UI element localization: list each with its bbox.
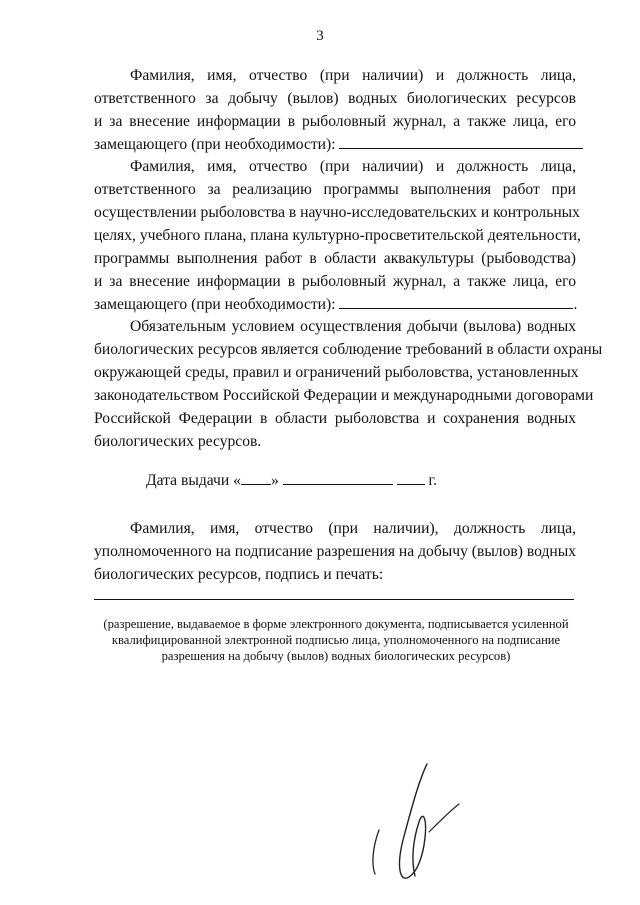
replacement-label: замещающего (при необходимости): [94,136,336,153]
issue-date-line [146,470,437,490]
text-line: Обязательным условием осуществления добычи (вылова) водных [130,318,576,335]
text-line: осуществлении рыболовства в научно-исследовательских и контрольных [94,204,580,221]
note-line: разрешения на добычу (вылов) водных биологических ресурсов) [161,649,511,663]
mandatory-condition-paragraph [94,315,603,453]
program-person-paragraph [94,155,581,316]
text-line: ответственного за добычу (вылов) водных биологических ресурсов [94,90,576,107]
text-line: биологических ресурсов является соблюдение требований в области охраны [94,341,603,358]
replacement-label: замещающего (при необходимости): [94,296,336,313]
text-line: и за внесение информации в рыболовный журнал, а также лица, его [94,113,576,130]
text-line: ответственного за реализацию программы выполнения работ при [94,181,576,198]
text-line: биологических ресурсов, подпись и печать: [94,566,384,583]
blank-field [339,294,573,309]
page-number: 3 [316,28,324,44]
text-line: окружающей среды, правил и ограничений рыболовства, установленных [94,364,579,381]
signature-rule [94,599,574,600]
text-line: Фамилия, имя, отчество (при наличии), должность лица, [130,520,576,537]
authorized-person-paragraph [94,517,576,586]
text-line: и за внесение информации в рыболовный журнал, а также лица, его [94,273,576,290]
text-line: Фамилия, имя, отчество (при наличии) и должность лица, [130,158,576,175]
year-suffix: г. [428,472,437,489]
text-line: Российской Федерации в области рыболовства и сохранения водных [94,410,576,427]
note-line: квалифицированной электронной подписью лица, уполномоченного на подписание [111,633,561,647]
day-blank [241,470,271,485]
blank-field [339,134,583,149]
year-blank [397,470,425,485]
text-line: программы выполнения работ в области аквакультуры (рыбоводства) [94,250,576,267]
text-line: законодательством Российской Федерации и международными договорами [94,387,594,404]
text-line: биологических ресурсов. [94,433,262,450]
handwritten-signature-icon [365,760,465,890]
text-line: уполномоченного на подписание разрешения на добычу (вылов) водных [94,543,576,560]
month-blank [283,470,393,485]
text-line [94,133,576,156]
quote-close: » [270,472,279,489]
text-line: целях, учебного плана, плана культурно-просветительской деятельности, [94,227,581,244]
note-line: (разрешение, выдаваемое в форме электронного документа, подписывается усиленной [103,617,569,631]
responsible-person-paragraph [94,64,576,156]
issue-date-label: Дата выдачи « [146,472,241,489]
electronic-signature-note [94,616,578,664]
trailing-period: . [573,296,578,313]
text-line [94,293,576,316]
text-line: Фамилия, имя, отчество (при наличии) и должность лица, [130,67,576,84]
